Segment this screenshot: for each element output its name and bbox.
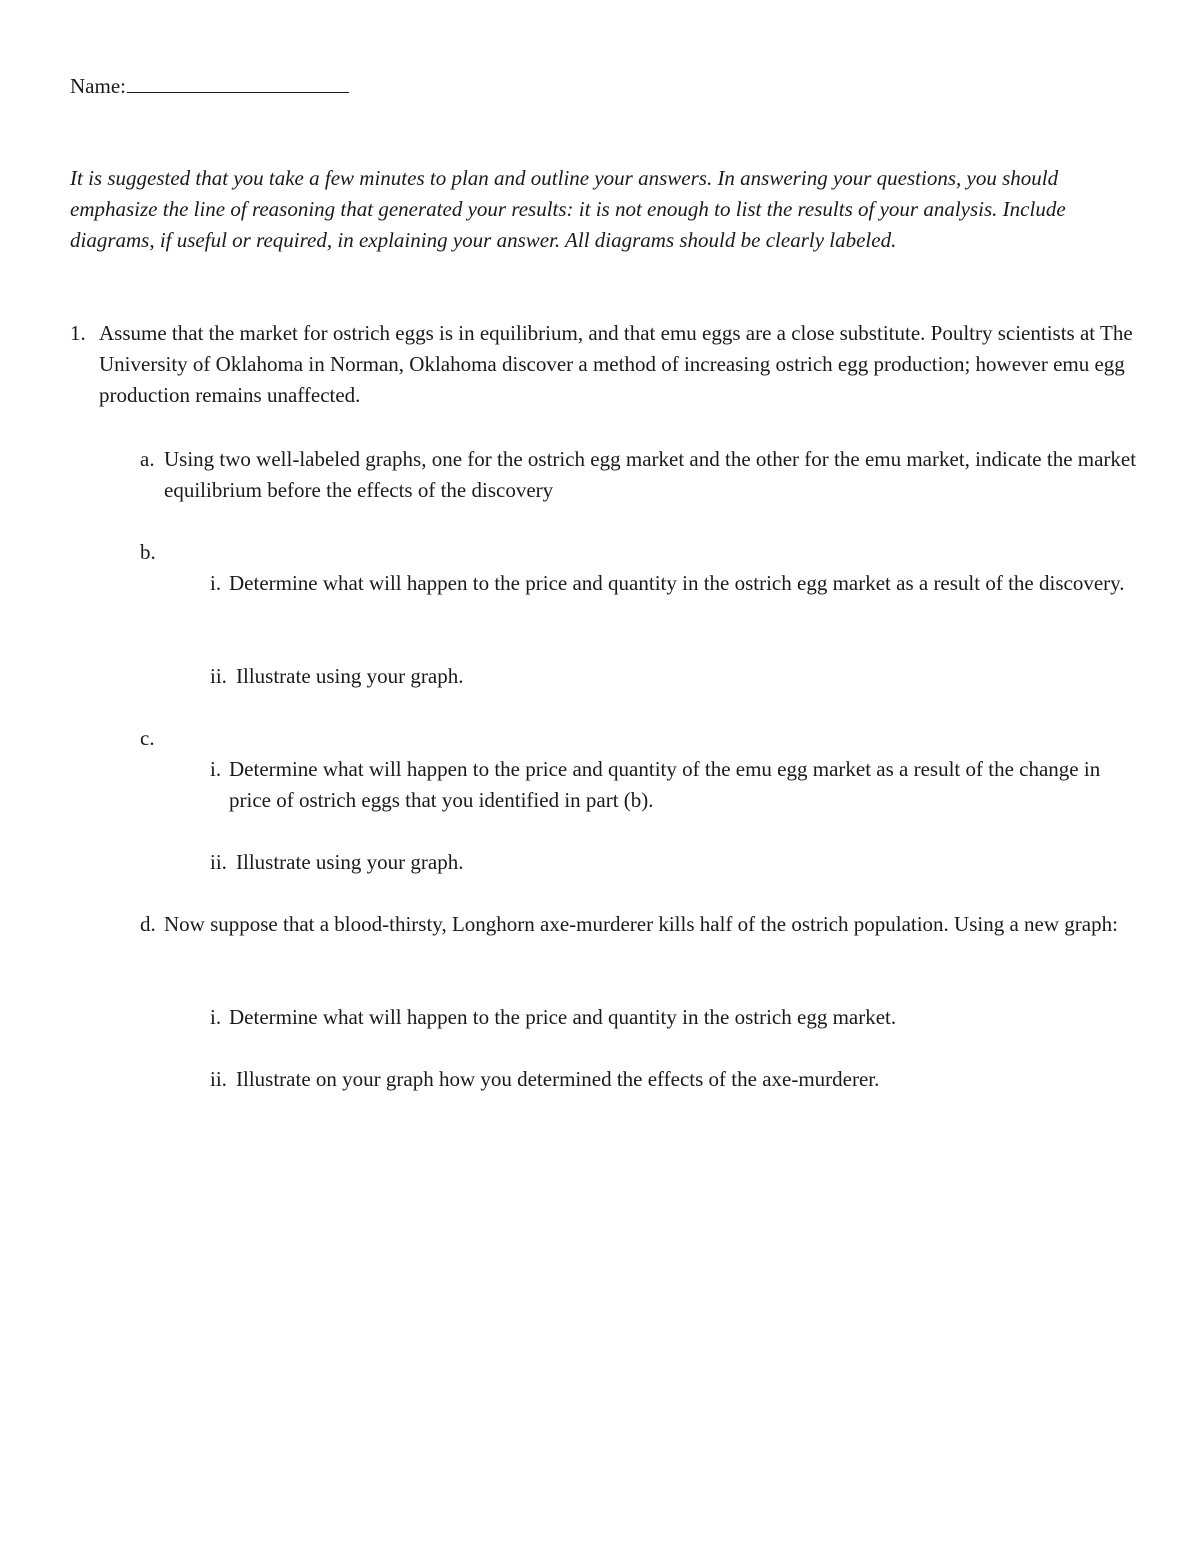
part-c-i-text: Determine what will happen to the price and quantity of the emu egg market as a result of the change in price of ostrich eggs that you identified in part (b). (229, 757, 1101, 812)
question-1-number: 1. (70, 321, 86, 345)
part-b-ii-label: ii. (210, 664, 227, 688)
part-d-i-label: i. (210, 1005, 222, 1029)
part-c-ii-label: ii. (210, 850, 227, 874)
part-d-text: Now suppose that a blood-thirsty, Longhorn axe-murderer kills half of the ostrich population. Using a new graph: (164, 912, 1118, 936)
part-d-ii-text: Illustrate on your graph how you determined the effects of the axe-murderer. (236, 1067, 880, 1091)
part-c-label: c. (140, 726, 155, 750)
part-a-text: Using two well-labeled graphs, one for the ostrich egg market and the other for the emu market, indicate the market equilibrium before the effects of the discovery (164, 447, 1137, 502)
name-blank-line (127, 70, 349, 93)
part-b-i-label: i. (210, 571, 222, 595)
part-d-i-text: Determine what will happen to the price and quantity in the ostrich egg market. (229, 1005, 897, 1029)
part-d-label: d. (140, 912, 156, 936)
part-c-ii-text: Illustrate using your graph. (236, 850, 464, 874)
instructions-paragraph: It is suggested that you take a few minutes to plan and outline your answers. In answering your questions, you should emphasize the line of reasoning that generated your results: it is not enough to list the results of your analysis. Include diagrams, if useful or required, in explaining your answer. All diagrams should be clearly labeled. (70, 166, 1066, 252)
part-c-i-label: i. (210, 757, 222, 781)
part-b-label: b. (140, 540, 156, 564)
name-label: Name: (70, 74, 126, 98)
part-a-label: a. (140, 447, 155, 471)
part-b-i-text: Determine what will happen to the price and quantity in the ostrich egg market as a result of the discovery. (229, 571, 1125, 595)
name-field (70, 70, 349, 102)
part-d-ii-label: ii. (210, 1067, 227, 1091)
part-b-ii-text: Illustrate using your graph. (236, 664, 464, 688)
question-1-text: Assume that the market for ostrich eggs is in equilibrium, and that emu eggs are a close substitute. Poultry scientists at The University of Oklahoma in Norman, Oklahoma discover a method of increasing ostrich egg production; however emu egg production remains unaffected. (99, 321, 1133, 407)
